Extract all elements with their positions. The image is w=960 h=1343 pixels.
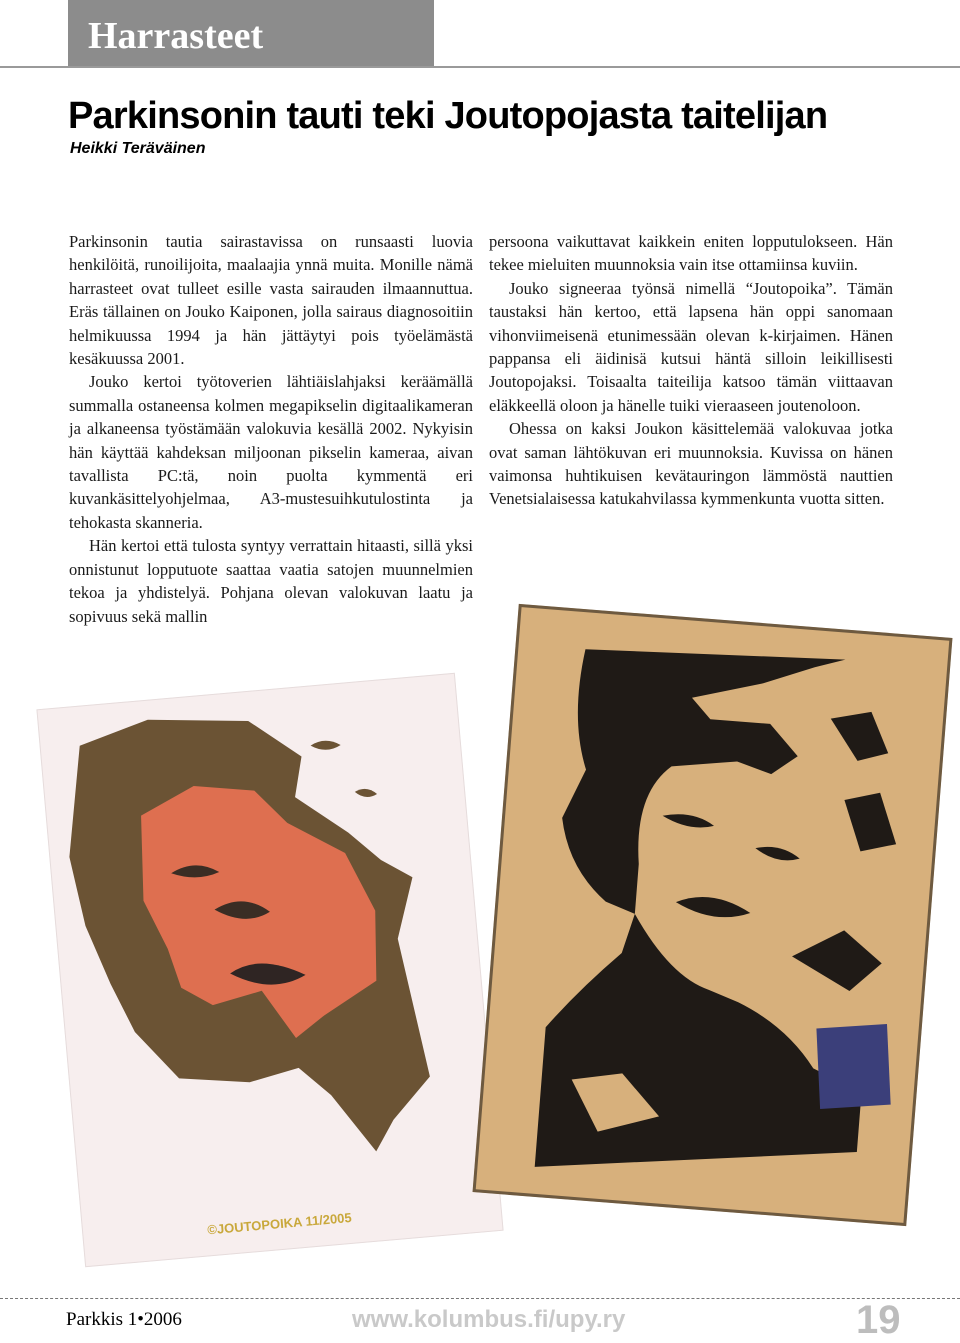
footer-issue: Parkkis 1•2006	[66, 1309, 182, 1330]
article-author: Heikki Teräväinen	[70, 140, 206, 157]
artwork-signature: ©JOUTOPOIKA 11/2005	[206, 1209, 353, 1238]
footer-url[interactable]: www.kolumbus.fi/upy.ry	[352, 1306, 626, 1333]
article-right-column	[489, 230, 893, 511]
article-paragraph: Parkinsonin tautia sairastavissa on runsaasti luovia henkilöitä, runoilijoita, maalaajia ynnä muita. Monille nämä harrasteet ovat tulleet esille vasta sairauden ilmaannuttua. Eräs tällainen on Jouko Kaiponen, jolla sairaus diagnosoitiin helmikuussa 1994 ja hän jättäytyi pois työelämästä kesäkuussa 2001.	[69, 232, 473, 369]
posterized-portrait-orange-icon	[36, 673, 503, 1267]
article-left-column	[69, 230, 473, 628]
article-headline: Parkinsonin tauti teki Joutopojasta taitelijan	[68, 95, 828, 137]
footer-rule	[0, 1298, 960, 1299]
artwork-left-posterized-portrait	[36, 673, 503, 1267]
section-title: Harrasteet	[68, 0, 434, 68]
article-paragraph: persoona vaikuttavat kaikkein eniten lopputulokseen. Hän tekee mieluiten muunnoksia vain itse ottamiinsa kuviin.	[489, 232, 893, 275]
article-paragraph: Ohessa on kaksi Joukon käsittelemää valokuvaa jotka ovat saman lähtökuvan eri muunnoksia. Kuvissa on hänen vaimonsa huhtikuisen kevätauringon lämmöstä nauttien Venetsialaisessa katukahvilassa kymmenkunta vuotta sitten.	[489, 419, 893, 509]
article-paragraph: Jouko signeeraa työnsä nimellä “Joutopoika”. Tämän taustaksi hän kertoo, että lapsena hän oppi sanomaan vihonviimeisenä etunimessään olevan k-kirjaimen. Hänen pappansa eli äidinisä kutsui häntä silloin leikillisesti Joutopojaksi. Toisaalta taiteilija katsoo tämän viittaavan eläkkeellä oloon ja hänelle tuiki vieraaseen joutenoloon.	[489, 278, 893, 415]
posterized-portrait-sepia-icon	[473, 604, 953, 1226]
header-rule	[0, 66, 960, 68]
artwork-right-posterized-portrait	[473, 604, 953, 1226]
article-paragraph: Jouko kertoi työtoverien lähtiäislahjaksi keräämällä summalla ostaneensa kolmen megapikselin digitaalikameran ja alkaneensa työstämään valokuvia kesällä 2002. Nykyisin hän käyttää kahdeksan miljoonan pikselin kameraa, aivan tavallista PC:tä, noin puolta kymmentä eri kuvankäsittelyohjelmaa, A3-mustesuihkutulostinta ja tehokasta skanneria.	[69, 372, 473, 532]
article-paragraph: Hän kertoi että tulosta syntyy verrattain hitaasti, sillä yksi onnistunut lopputuote saattaa vaatia satojen muunnelmien tekoa ja yhdistelyä. Pohjana olevan valokuvan laatu ja sopivuus sekä mallin	[69, 536, 473, 626]
page-number: 19	[856, 1298, 901, 1342]
